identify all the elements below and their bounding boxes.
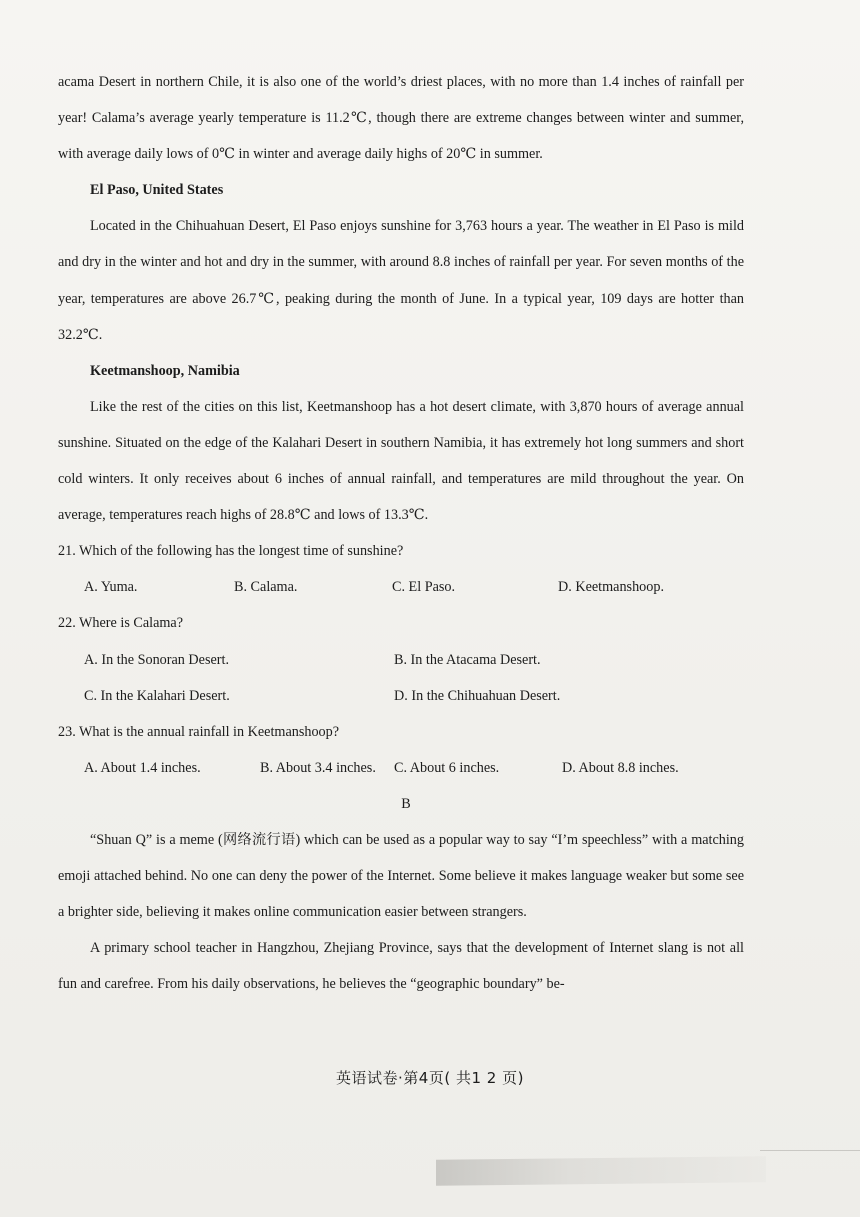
scan-edge-shadow <box>436 1156 766 1185</box>
question-22-stem: 22. Where is Calama? <box>58 615 184 632</box>
keetmanshoop-paragraph: Like the rest of the cities on this list, Keetmanshoop has a hot desert climate, with 3,870 hours of average annual sunshine. Situated on the edge of the Kalahari Desert in southern Namibia, it has extremely hot long summers and short cold winters. It only receives about 6 inches of annual rainfall, and temperatures are mild throughout the year. On average, temperatures reach highs of 28.8℃ and lows of 13.3℃. <box>58 398 744 524</box>
question-23-option-b[interactable]: B. About 3.4 inches. <box>260 759 376 776</box>
el-paso-paragraph: Located in the Chihuahuan Desert, El Paso enjoys sunshine for 3,763 hours a year. The weather in El Paso is mild and dry in the winter and hot and dry in the summer, with around 8.8 inches of rainfall per year. For seven months of the year, temperatures are above 26.7℃, peaking during the month of June. In a typical year, 109 days are hotter than 32.2℃. <box>58 218 744 343</box>
question-22-options-row-1 <box>84 642 744 678</box>
question-21-option-d[interactable]: D. Keetmanshoop. <box>558 579 664 596</box>
question-21-stem: 21. Which of the following has the longest time of sunshine? <box>58 543 404 560</box>
question-23-options <box>84 750 744 786</box>
scan-edge-line <box>760 1150 860 1151</box>
page-content <box>58 64 744 1002</box>
section-b-paragraph-1: “Shuan Q” is a meme (网络流行语) which can be used as a popular way to say “I’m speechless” with a matching emoji attached behind. No one can deny the power of the Internet. Some believe it makes language weaker but some see a brighter side, believing it makes online communication easier between strangers. <box>58 831 744 921</box>
el-paso-heading: El Paso, United States <box>90 182 224 199</box>
question-21-option-b[interactable]: B. Calama. <box>234 579 298 596</box>
question-22-option-c[interactable]: C. In the Kalahari Desert. <box>84 687 230 704</box>
question-21-option-c[interactable]: C. El Paso. <box>392 579 456 596</box>
page-footer: 英语试卷·第4页( 共1 2 页) <box>336 1069 524 1087</box>
question-23-option-d[interactable]: D. About 8.8 inches. <box>562 759 679 776</box>
question-21-option-a[interactable]: A. Yuma. <box>84 579 138 596</box>
section-b-paragraph-2: A primary school teacher in Hangzhou, Zhejiang Province, says that the development of Internet slang is not all fun and carefree. From his daily observations, he believes the “geographic boundary” be- <box>58 940 744 993</box>
question-23-option-c[interactable]: C. About 6 inches. <box>394 759 500 776</box>
question-23-option-a[interactable]: A. About 1.4 inches. <box>84 759 201 776</box>
question-22-option-d[interactable]: D. In the Chihuahuan Desert. <box>394 687 561 704</box>
question-22-options-row-2 <box>84 678 744 714</box>
question-22-option-b[interactable]: B. In the Atacama Desert. <box>394 651 541 668</box>
keetmanshoop-heading: Keetmanshoop, Namibia <box>90 362 240 379</box>
question-22-option-a[interactable]: A. In the Sonoran Desert. <box>84 651 229 668</box>
section-b-label: B <box>401 795 411 812</box>
question-23-stem: 23. What is the annual rainfall in Keetmanshoop? <box>58 723 340 740</box>
calama-paragraph: acama Desert in northern Chile, it is also one of the world’s driest places, with no more than 1.4 inches of rainfall per year! Calama’s average yearly temperature is 11.2℃, though there are extreme changes between winter and summer, with average daily lows of 0℃ in winter and average daily highs of 20℃ in summer. <box>58 74 744 163</box>
question-21-options <box>84 569 744 605</box>
